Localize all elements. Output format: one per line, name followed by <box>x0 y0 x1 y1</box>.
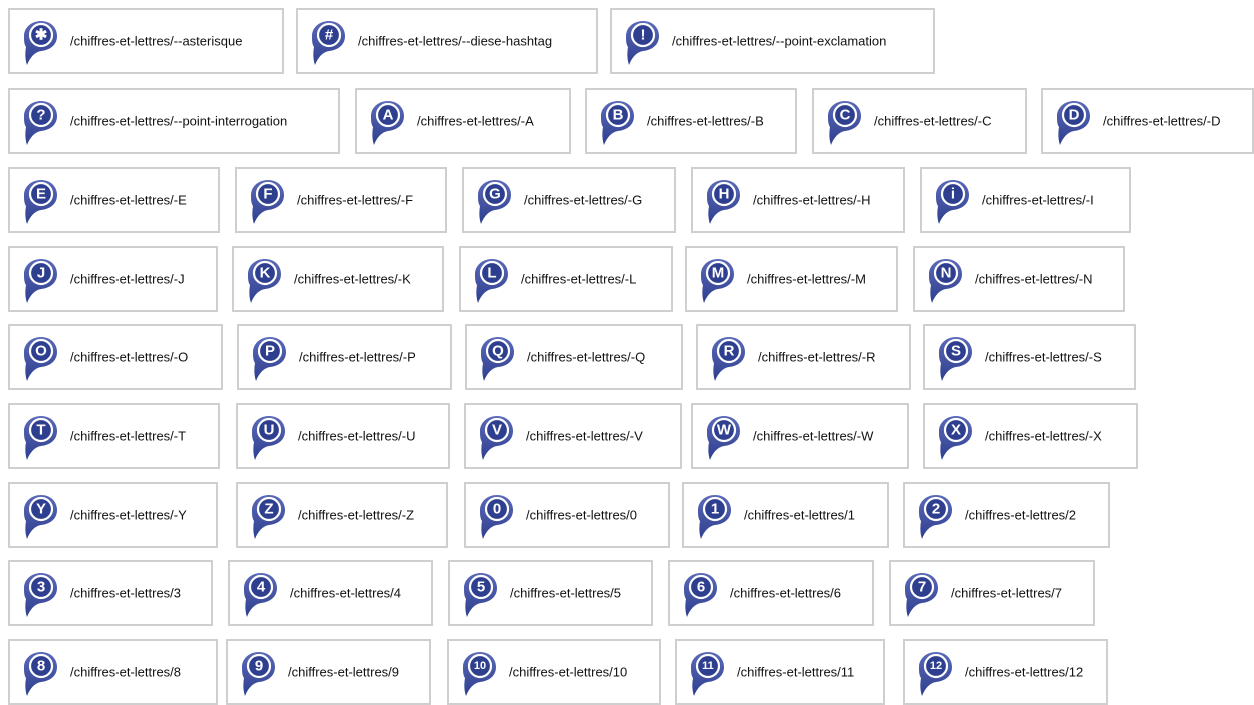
icon-tile[interactable] <box>8 639 218 705</box>
pin-glyph: 0 <box>492 500 502 518</box>
icon-tile[interactable] <box>8 88 340 154</box>
icon-tile[interactable] <box>465 324 683 390</box>
icon-tile[interactable] <box>812 88 1027 154</box>
icon-tile[interactable] <box>923 324 1136 390</box>
pin-glyph: 4 <box>256 578 266 596</box>
digit-1-pin-icon <box>695 493 733 541</box>
pin-glyph: D <box>1068 106 1080 124</box>
tile-label: /chiffres-et-lettres/-G <box>524 192 643 208</box>
asterisk-pin-icon <box>21 19 59 67</box>
letter-k-pin-icon <box>245 257 283 305</box>
digit-0-pin-icon <box>477 493 515 541</box>
tile-label: /chiffres-et-lettres/-M <box>747 271 866 287</box>
digit-5-pin-icon <box>461 571 499 619</box>
pin-glyph: 6 <box>696 578 706 596</box>
icon-tile[interactable] <box>8 482 218 548</box>
icon-tile[interactable] <box>236 403 450 469</box>
tile-label: /chiffres-et-lettres/9 <box>288 664 400 680</box>
letter-n-pin-icon <box>926 257 964 305</box>
pin-glyph: Q <box>492 342 504 360</box>
icon-tile[interactable] <box>237 324 452 390</box>
icon-tile[interactable] <box>8 167 220 233</box>
tile-label: /chiffres-et-lettres/--asterisque <box>70 33 243 49</box>
icon-tile[interactable] <box>610 8 935 74</box>
icon-tile[interactable] <box>682 482 889 548</box>
tile-label: /chiffres-et-lettres/--point-exclamation <box>672 33 887 49</box>
pin-glyph: 3 <box>36 578 46 596</box>
tile-label: /chiffres-et-lettres/-V <box>526 428 643 444</box>
pin-glyph: E <box>35 185 47 203</box>
tile-label: /chiffres-et-lettres/-W <box>753 428 874 444</box>
tile-label: /chiffres-et-lettres/8 <box>70 664 182 680</box>
tile-label: /chiffres-et-lettres/-F <box>297 192 414 208</box>
letter-i-pin-icon <box>933 178 971 226</box>
tile-label: /chiffres-et-lettres/6 <box>730 585 842 601</box>
icon-tile[interactable] <box>8 403 220 469</box>
tile-label: /chiffres-et-lettres/0 <box>526 507 638 523</box>
number-10-pin-icon <box>460 650 498 698</box>
digit-9-pin-icon <box>239 650 277 698</box>
number-11-pin-icon <box>688 650 726 698</box>
icon-tile[interactable] <box>236 482 448 548</box>
icon-tile[interactable] <box>232 246 444 312</box>
tile-label: /chiffres-et-lettres/-R <box>758 349 876 365</box>
letter-t-pin-icon <box>21 414 59 462</box>
tile-label: /chiffres-et-lettres/--point-interrogation <box>70 113 288 129</box>
pin-glyph: X <box>950 421 962 439</box>
letter-s-pin-icon <box>936 335 974 383</box>
letter-c-pin-icon <box>825 99 863 147</box>
letter-u-pin-icon <box>249 414 287 462</box>
pin-glyph: # <box>324 26 334 44</box>
pin-glyph: H <box>718 185 730 203</box>
tile-label: /chiffres-et-lettres/-J <box>70 271 185 287</box>
pin-glyph: Y <box>35 500 47 518</box>
pin-glyph: ✱ <box>34 26 48 44</box>
pin-glyph: C <box>839 106 851 124</box>
icon-tile[interactable] <box>8 560 213 626</box>
digit-3-pin-icon <box>21 571 59 619</box>
hashtag-pin-icon <box>309 19 347 67</box>
pin-glyph: J <box>36 264 46 282</box>
pin-glyph: O <box>35 342 47 360</box>
tile-label: /chiffres-et-lettres/-Z <box>298 507 415 523</box>
pin-glyph: A <box>382 106 394 124</box>
pin-glyph: ! <box>640 26 646 44</box>
tile-label: /chiffres-et-lettres/-C <box>874 113 992 129</box>
digit-6-pin-icon <box>681 571 719 619</box>
tile-label: /chiffres-et-lettres/--diese-hashtag <box>358 33 553 49</box>
tile-label: /chiffres-et-lettres/-E <box>70 192 187 208</box>
question-pin-icon <box>21 99 59 147</box>
icon-tile[interactable] <box>889 560 1095 626</box>
letter-p-pin-icon <box>250 335 288 383</box>
tile-label: /chiffres-et-lettres/11 <box>737 664 855 680</box>
icon-tile[interactable] <box>920 167 1131 233</box>
letter-b-pin-icon <box>598 99 636 147</box>
letter-y-pin-icon <box>21 493 59 541</box>
pin-glyph: N <box>940 264 952 282</box>
letter-z-pin-icon <box>249 493 287 541</box>
letter-l-pin-icon <box>472 257 510 305</box>
tile-label: /chiffres-et-lettres/-X <box>985 428 1102 444</box>
icon-tile[interactable] <box>448 560 653 626</box>
icon-tile[interactable] <box>235 167 447 233</box>
tile-label: /chiffres-et-lettres/-N <box>975 271 1093 287</box>
icon-tile[interactable] <box>447 639 661 705</box>
pin-glyph: 12 <box>929 660 943 672</box>
tile-label: /chiffres-et-lettres/-I <box>982 192 1094 208</box>
icon-tile[interactable] <box>228 560 433 626</box>
letter-g-pin-icon <box>475 178 513 226</box>
tile-label: /chiffres-et-lettres/-O <box>70 349 189 365</box>
pin-glyph: i <box>950 185 956 203</box>
letter-r-pin-icon <box>709 335 747 383</box>
icon-tile[interactable] <box>355 88 571 154</box>
pin-glyph: 2 <box>931 500 941 518</box>
tile-label: /chiffres-et-lettres/7 <box>951 585 1063 601</box>
exclamation-pin-icon <box>623 19 661 67</box>
digit-8-pin-icon <box>21 650 59 698</box>
letter-x-pin-icon <box>936 414 974 462</box>
icon-tile[interactable] <box>296 8 598 74</box>
letter-q-pin-icon <box>478 335 516 383</box>
letter-m-pin-icon <box>698 257 736 305</box>
pin-glyph: P <box>264 342 276 360</box>
tile-label: /chiffres-et-lettres/-T <box>70 428 187 444</box>
tile-label: /chiffres-et-lettres/2 <box>965 507 1077 523</box>
tile-label: /chiffres-et-lettres/1 <box>744 507 856 523</box>
tile-label: /chiffres-et-lettres/-P <box>299 349 416 365</box>
icon-tile[interactable] <box>675 639 885 705</box>
tile-label: /chiffres-et-lettres/-A <box>417 113 534 129</box>
letter-j-pin-icon <box>21 257 59 305</box>
pin-glyph: 7 <box>917 578 927 596</box>
tile-label: /chiffres-et-lettres/-Q <box>527 349 646 365</box>
pin-glyph: M <box>711 264 725 282</box>
letter-e-pin-icon <box>21 178 59 226</box>
icon-tile[interactable] <box>459 246 673 312</box>
icon-tile[interactable] <box>464 403 682 469</box>
icon-tile[interactable] <box>464 482 670 548</box>
letter-a-pin-icon <box>368 99 406 147</box>
tile-label: /chiffres-et-lettres/3 <box>70 585 182 601</box>
pin-glyph: 8 <box>36 657 46 675</box>
icon-tile[interactable] <box>8 246 218 312</box>
tile-label: /chiffres-et-lettres/10 <box>509 664 628 680</box>
pin-glyph: Z <box>264 500 274 518</box>
pin-glyph: 9 <box>254 657 264 675</box>
icon-tile[interactable] <box>8 8 284 74</box>
pin-glyph: V <box>491 421 503 439</box>
pin-glyph: ? <box>36 106 46 124</box>
pin-glyph: G <box>489 185 501 203</box>
digit-2-pin-icon <box>916 493 954 541</box>
letter-d-pin-icon <box>1054 99 1092 147</box>
pin-glyph: W <box>716 421 732 439</box>
pin-glyph: U <box>263 421 275 439</box>
tile-label: /chiffres-et-lettres/-L <box>521 271 637 287</box>
letter-o-pin-icon <box>21 335 59 383</box>
tile-label: /chiffres-et-lettres/-K <box>294 271 411 287</box>
icon-tile[interactable] <box>903 482 1110 548</box>
digit-7-pin-icon <box>902 571 940 619</box>
tile-label: /chiffres-et-lettres/12 <box>965 664 1084 680</box>
pin-glyph: F <box>263 185 273 203</box>
icon-tile[interactable] <box>585 88 797 154</box>
icon-tile[interactable] <box>691 167 905 233</box>
tile-label: /chiffres-et-lettres/-D <box>1103 113 1221 129</box>
digit-4-pin-icon <box>241 571 279 619</box>
icon-tile[interactable] <box>462 167 676 233</box>
icon-tile[interactable] <box>685 246 898 312</box>
icon-tile[interactable] <box>923 403 1138 469</box>
icon-tile[interactable] <box>691 403 909 469</box>
icon-tile[interactable] <box>696 324 911 390</box>
letter-h-pin-icon <box>704 178 742 226</box>
tile-label: /chiffres-et-lettres/-B <box>647 113 764 129</box>
icon-tile[interactable] <box>226 639 431 705</box>
tile-label: /chiffres-et-lettres/-H <box>753 192 871 208</box>
tile-label: /chiffres-et-lettres/4 <box>290 585 402 601</box>
letter-v-pin-icon <box>477 414 515 462</box>
number-12-pin-icon <box>916 650 954 698</box>
icon-tile[interactable] <box>8 324 223 390</box>
pin-glyph: K <box>259 264 271 282</box>
pin-glyph: 10 <box>473 660 487 672</box>
pin-glyph: 5 <box>476 578 486 596</box>
pin-glyph: L <box>487 264 497 282</box>
icon-tile[interactable] <box>668 560 874 626</box>
pin-glyph: R <box>723 342 735 360</box>
icon-tile[interactable] <box>903 639 1108 705</box>
pin-glyph: 1 <box>710 500 720 518</box>
letter-w-pin-icon <box>704 414 742 462</box>
icon-tile[interactable] <box>913 246 1125 312</box>
tile-label: /chiffres-et-lettres/-U <box>298 428 416 444</box>
tile-label: /chiffres-et-lettres/5 <box>510 585 622 601</box>
pin-glyph: S <box>950 342 962 360</box>
pin-glyph: 11 <box>702 660 714 672</box>
pin-glyph: T <box>36 421 46 439</box>
tile-label: /chiffres-et-lettres/-Y <box>70 507 187 523</box>
pin-glyph: B <box>612 106 624 124</box>
tile-label: /chiffres-et-lettres/-S <box>985 349 1102 365</box>
icon-tile[interactable] <box>1041 88 1254 154</box>
letter-f-pin-icon <box>248 178 286 226</box>
